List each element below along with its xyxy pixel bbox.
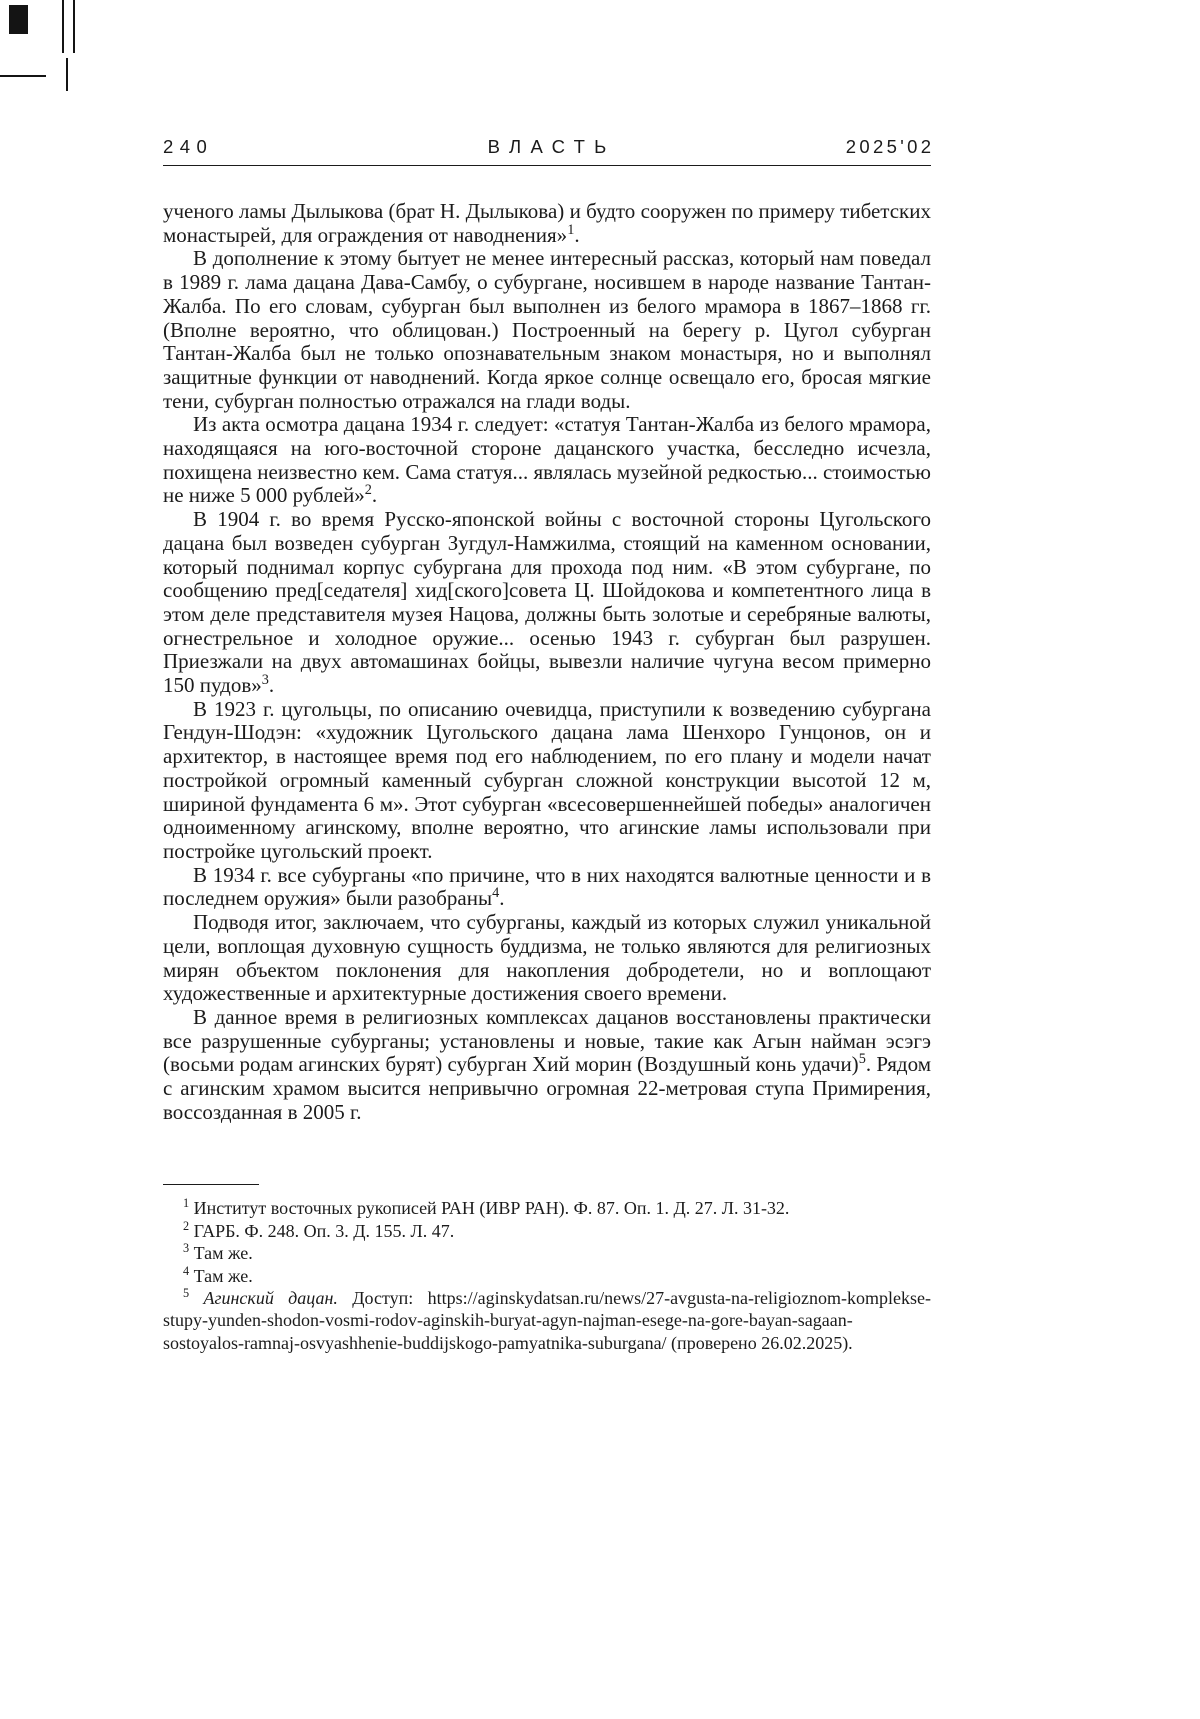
paragraph-text: . (574, 222, 580, 247)
registration-mark-horizontal-line (0, 75, 46, 77)
paragraph-2 (163, 247, 931, 413)
journal-title: ВЛАСТЬ (487, 136, 616, 157)
running-head (163, 136, 935, 158)
page-content (163, 136, 935, 1354)
footnote-text: Там же. (193, 1243, 253, 1264)
paragraph-text: . (499, 886, 505, 911)
footnote-text: Институт восточных рукописей РАН (ИВР РАН). Ф. 87. Оп. 1. Д. 27. Л. 31-32. (193, 1198, 790, 1219)
paragraph-7 (163, 911, 931, 1006)
paragraph-6 (163, 864, 931, 911)
paragraph-5 (163, 698, 931, 864)
header-rule (163, 165, 931, 166)
footnote-number: 4 (183, 1263, 190, 1278)
registration-mark-vertical-line (62, 0, 64, 53)
issue-number: 2025'02 (845, 136, 935, 157)
footnote-text: Там же. (193, 1265, 253, 1286)
footnote-5 (163, 1287, 931, 1354)
footnote-text: Доступ: https://aginskydatsan.ru/news/27-avgusta-na-religioznom-komplekse-stupy-yunden-shodon-vosmi-rodov-aginskih-buryat-agyn-najman-esege-na-gore-bayan-sagaan-sostoyalos-ramnaj-osvyashhenie-buddijskogo-pamyatnika-suburgana/ (проверено 26.02.2025). (163, 1288, 931, 1353)
paragraph-1 (163, 200, 931, 247)
footnote-ref-5: 5 (858, 1051, 866, 1068)
paragraph-text: ученого ламы Дылыкова (брат Н. Дылыкова) и будто сооружен по примеру тибетских монастырей, для ограждения от наводнения» (163, 199, 931, 247)
paragraph-text: . (268, 673, 275, 698)
footnote-ref-1: 1 (567, 221, 575, 238)
footnote-number: 3 (183, 1241, 190, 1256)
article-body (163, 200, 931, 1124)
page-number: 240 (163, 136, 214, 157)
footnote-3 (163, 1242, 931, 1264)
paragraph-text: В данное время в религиозных комплексах дацанов восстановлены практически все разрушенные субурганы; установлены и новые, такие как Агын найман эсэгэ (восьми родам агинских бурят) субурган Хий морин (Воздушный конь удачи) (163, 1004, 931, 1077)
paragraph-text: . (371, 483, 378, 508)
footnote-number: 2 (183, 1218, 190, 1233)
footnote-separator (163, 1184, 259, 1185)
footnote-ref-3: 3 (261, 672, 269, 689)
footnote-1 (163, 1197, 931, 1219)
paragraph-text: Из акта осмотра дацана 1934 г. следует: «статуя Тантан-Жалба из белого мрамора, находящаяся на юго-восточной стороне дацанского участка, бесследно исчезла, похищена неизвестно кем. Сама статуя... являлась музейной редкостью... стоимостью не ниже 5 000 рублей» (163, 412, 931, 508)
footnote-ref-4: 4 (492, 885, 500, 902)
paragraph-text: В дополнение к этому бытует не менее интересный рассказ, который нам поведал в 1989 г. лама дацана Дава-Самбу, о субургане, носившем в народе название Тантан-Жалба. По его словам, субурган был выполнен из белого мрамора в 1867–1868 гг. (Вполне вероятно, что облицован.) Построенный на берегу р. Цугол субурган Тантан-Жалба был не только опознавательным знаком монастыря, но и выполнял защитные функции от наводнений. Когда яркое солнце освещало его, бросая мягкие тени, субурган полностью отражался на глади воды. (163, 246, 931, 413)
footnote-ref-2: 2 (364, 482, 372, 499)
footnote-4 (163, 1265, 931, 1287)
paragraph-8 (163, 1006, 931, 1125)
registration-mark-vertical-line (66, 58, 68, 91)
footnote-2 (163, 1220, 931, 1242)
paragraph-4 (163, 508, 931, 698)
paragraph-text: В 1934 г. все субурганы «по причине, что в них находятся валютные ценности и в последнем оружия» были разобраны (163, 862, 931, 911)
paragraph-text: В 1923 г. цугольцы, по описанию очевидца, приступили к возведению субургана Гендун-Шодэн: «художник Цугольского дацана лама Шенхоро Гунцонов, он и архитектор, в настоящее время под его наблюдением, по его плану и модели начат постройкой огромный каменный субурган сложной конструкции высотой 12 м, шириной фундамента 6 м». Этот субурган «всесовершеннейшей победы» аналогичен одноименному агинскому, вполне вероятно, что агинские ламы использовали при постройке цугольский проект. (163, 696, 931, 863)
paragraph-text: В 1904 г. во время Русско-японской войны с восточной стороны Цугольского дацана был возведен субурган Зугдул-Намжилма, стоящий на каменном основании, который поднимал корпус субургана для прохода под ним. «В этом субургане, по сообщению пред[седателя] хид[ского]совета Ц. Шойдокова и компетентного лица в этом деле представителя музея Нацова, должны быть золотые и серебряные валюты, огнестрельное и холодное оружие... осенью 1943 г. субурган был разрушен. Приезжали на двух автомашинах бойцы, вывезли наличие чугуна весом примерно 150 пудов» (163, 507, 931, 698)
registration-mark-block (9, 5, 28, 34)
footnote-source-title: Агинский дацан. (203, 1288, 338, 1309)
footnote-number: 1 (183, 1196, 190, 1211)
footnote-text: ГАРБ. Ф. 248. Оп. 3. Д. 155. Л. 47. (193, 1220, 455, 1241)
paragraph-3 (163, 413, 931, 508)
footnote-number: 5 (183, 1286, 190, 1301)
paragraph-text: Подводя итог, заключаем, что субурганы, каждый из которых служил уникальной цели, воплощая духовную сущность буддизма, не только являются для религиозных мирян объектом поклонения для накопления добродетели, но и воплощают художественные и архитектурные достижения своего времени. (163, 910, 931, 1006)
paragraph-text: . Рядом с агинским храмом высится непривычно огромная 22-метровая ступа Примирения, воссозданная в 2005 г. (163, 1052, 931, 1124)
registration-mark-vertical-line (73, 0, 75, 53)
footnotes-section (163, 1184, 931, 1354)
